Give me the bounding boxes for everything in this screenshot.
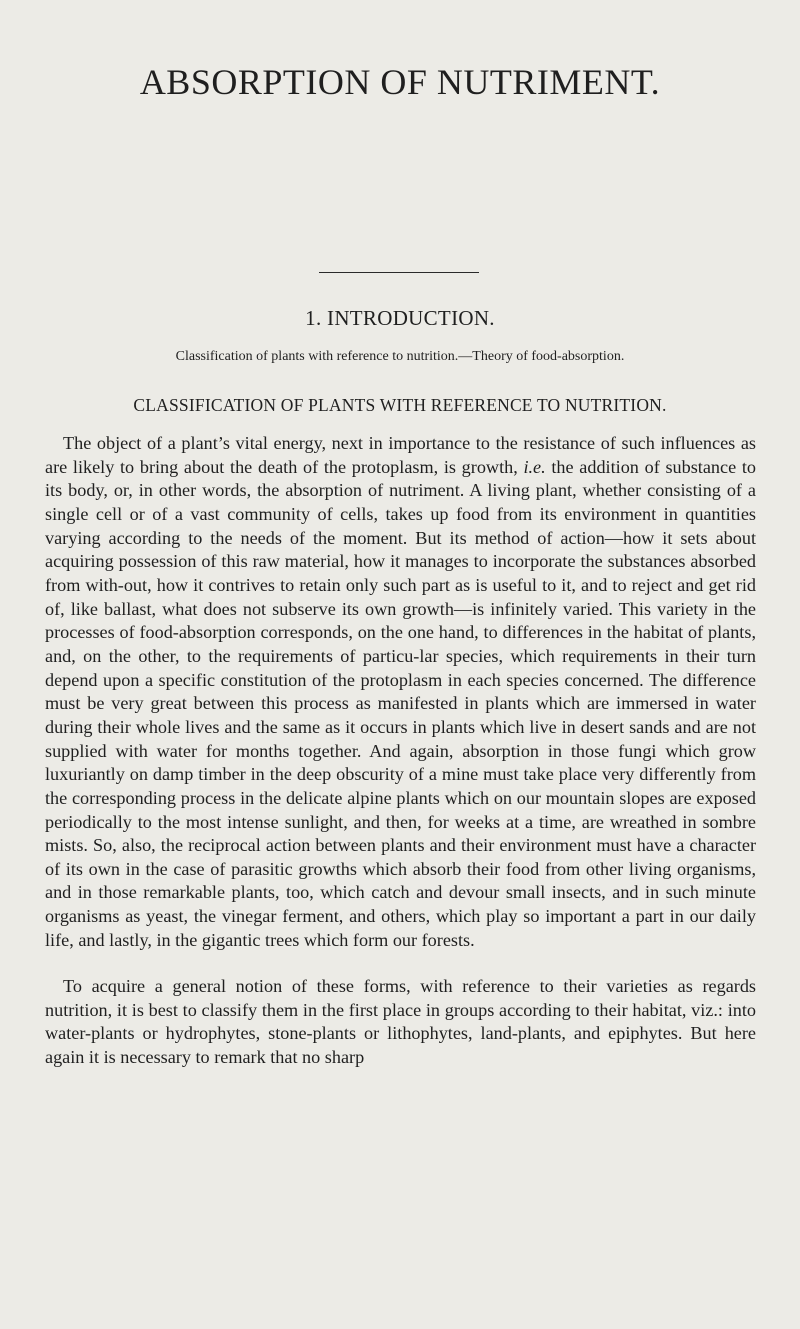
paragraph-1-text-b: the addition of substance to its body, or, in other words, the absorption of nutriment. A living plant, whether consisting of a single cell or of a vast community of cells, takes up food from its environment in quantities varying according to the needs of the moment. But its method of action—how it sets about acquiring possession of this raw material, how it manages to incorporate the substances absorbed from with-out, how it contrives to retain only such part as is useful to it, and to reject and get rid of, like ballast, what does not subserve its own growth—is infinitely varied. This variety in the processes of food-absorption corresponds, on the one hand, to differences in the habitat of plants, and, on the other, to the requirements of particu-lar species, which requirements in their turn depend upon a specific constitution of the protoplasm in each species concerned. The difference must be very great between this process as manifested in plants which are immersed in water during their whole lives and the same as it occurs in plants which live in desert sands and are not supplied with water for months together. And again, absorption in those fungi which grow luxuriantly on damp timber in the deep obscurity of a mine must take place very differently from the corresponding process in the delicate alpine plants which on our mountain slopes are exposed periodically to the most intense sunlight, and then, for weeks at a time, are wreathed in sombre mists. So, also, the reciprocal action between plants and their environment must have a character of its own in the case of parasitic growths which absorb their food from other living organisms, and in those remarkable plants, too, which catch and devour small insects, and in such minute organisms as yeast, the vinegar ferment, and others, which play so important a part in our daily life, and lastly, in the gigantic trees which form our forests. [45,456,756,950]
title-divider [319,272,479,273]
paragraph-1-text-a: The object of a plant’s vital energy, next in importance to the resistance of such influences as are likely to bring about the death of the protoplasm, is growth, [45,433,756,477]
page-title: ABSORPTION OF NUTRIMENT. [139,62,661,102]
chapter-heading: 1. INTRODUCTION. [305,306,495,330]
paragraph-1 [45,432,756,952]
paragraph-1-italic: i.e. [523,456,546,477]
chapter-summary: Classification of plants with reference to nutrition.—Theory of food-absorption. [175,349,625,364]
paragraph-2: To acquire a general notion of these forms, with reference to their varieties as regards nutrition, it is best to classify them in the first place in groups according to their habitat, viz.: into water-plants or hydrophytes, stone-plants or lithophytes, land-plants, and epiphytes. But here again it is necessary to remark that no sharp [45,976,756,1067]
section-heading: CLASSIFICATION OF PLANTS WITH REFERENCE TO NUTRITION. [133,395,667,415]
